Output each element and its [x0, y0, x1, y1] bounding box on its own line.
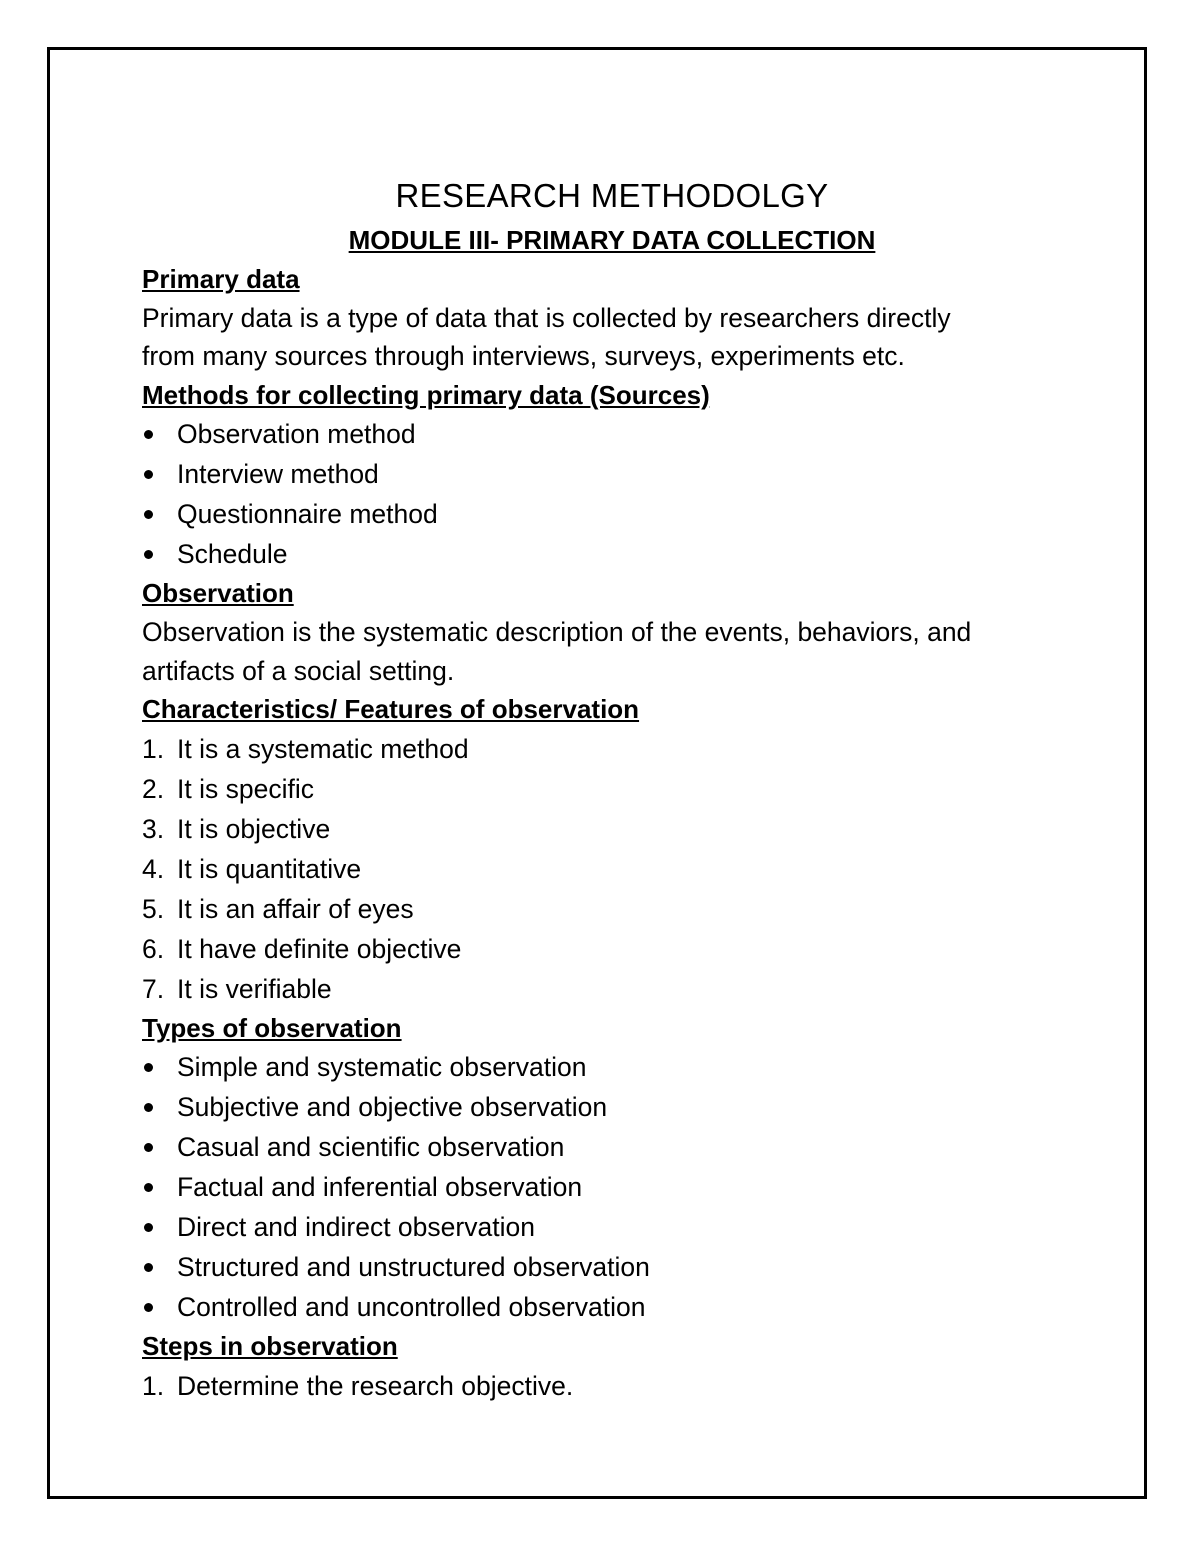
list-item-text: Direct and indirect observation [177, 1212, 535, 1243]
observation-text-line-1: Observation is the systematic description of the events, behaviors, and [142, 616, 972, 647]
heading-observation: Observation [142, 578, 294, 609]
list-item-text: Factual and inferential observation [177, 1172, 583, 1203]
bullet-icon [142, 1247, 177, 1287]
list-item [142, 1127, 1082, 1167]
bullet-icon [142, 534, 177, 574]
list-item-text: It is an affair of eyes [177, 893, 414, 924]
list-item [142, 969, 1082, 1009]
list-item [142, 929, 1082, 969]
list-item-text: Structured and unstructured observation [177, 1252, 650, 1283]
list-item [142, 1207, 1082, 1247]
list-item-text: Questionnaire method [177, 499, 438, 530]
bullet-icon [142, 1287, 177, 1327]
list-number: 4. [142, 853, 165, 884]
heading-primary-data: Primary data [142, 264, 300, 294]
list-item-text: Determine the research objective. [177, 1370, 574, 1401]
list-item-text: Casual and scientific observation [177, 1132, 565, 1163]
document-title: RESEARCH METHODOLGY [395, 177, 829, 214]
bullet-icon [142, 454, 177, 494]
bullet-icon [142, 494, 177, 534]
list-item-text: Simple and systematic observation [177, 1052, 587, 1083]
list-item [142, 849, 1082, 889]
heading-characteristics: Characteristics/ Features of observation [142, 694, 640, 725]
list-number: 1. [142, 733, 165, 764]
bullet-icon [142, 1047, 177, 1087]
list-number: 1. [142, 1370, 165, 1401]
bullet-icon [142, 1207, 177, 1247]
bullet-icon [142, 414, 177, 454]
list-item-text: It is quantitative [177, 853, 362, 884]
bullet-icon [142, 1087, 177, 1127]
list-item-text: It is specific [177, 773, 314, 804]
heading-types: Types of observation [142, 1012, 402, 1043]
list-item-text: Observation method [177, 419, 416, 450]
list-number: 5. [142, 893, 165, 924]
bullet-icon [142, 1167, 177, 1207]
heading-methods: Methods for collecting primary data (Sources) [142, 379, 710, 410]
list-item [142, 1087, 1082, 1127]
types-list [142, 1047, 1082, 1327]
list-item [142, 769, 1082, 809]
list-item-text: It is objective [177, 813, 331, 844]
list-item [142, 534, 1082, 574]
list-number: 7. [142, 973, 165, 1004]
list-item [142, 809, 1082, 849]
list-item-text: Schedule [177, 539, 288, 570]
primary-data-text-line-2: from many sources through interviews, surveys, experiments etc. [142, 341, 905, 372]
list-item [142, 1366, 1082, 1406]
steps-list [142, 1366, 1082, 1406]
list-item-text: It is verifiable [177, 973, 332, 1004]
methods-list [142, 414, 1082, 574]
list-item [142, 454, 1082, 494]
list-number: 3. [142, 813, 165, 844]
list-item [142, 1167, 1082, 1207]
list-number: 2. [142, 773, 165, 804]
bullet-icon [142, 1127, 177, 1167]
characteristics-list [142, 729, 1082, 1009]
list-item [142, 1247, 1082, 1287]
list-item-text: Controlled and uncontrolled observation [177, 1292, 646, 1323]
primary-data-text-line-1: Primary data is a type of data that is collected by researchers directly [142, 302, 951, 333]
document-content [142, 172, 1082, 1406]
observation-text-line-2: artifacts of a social setting. [142, 655, 455, 686]
list-item-text: It have definite objective [177, 933, 462, 964]
list-item [142, 1047, 1082, 1087]
list-item-text: Subjective and objective observation [177, 1092, 608, 1123]
heading-steps: Steps in observation [142, 1331, 398, 1362]
list-item [142, 494, 1082, 534]
list-item-text: It is a systematic method [177, 733, 469, 764]
list-item [142, 729, 1082, 769]
list-item [142, 414, 1082, 454]
list-item-text: Interview method [177, 459, 379, 490]
list-item [142, 889, 1082, 929]
module-subtitle: MODULE III- PRIMARY DATA COLLECTION [348, 225, 876, 255]
list-item [142, 1287, 1082, 1327]
list-number: 6. [142, 933, 165, 964]
